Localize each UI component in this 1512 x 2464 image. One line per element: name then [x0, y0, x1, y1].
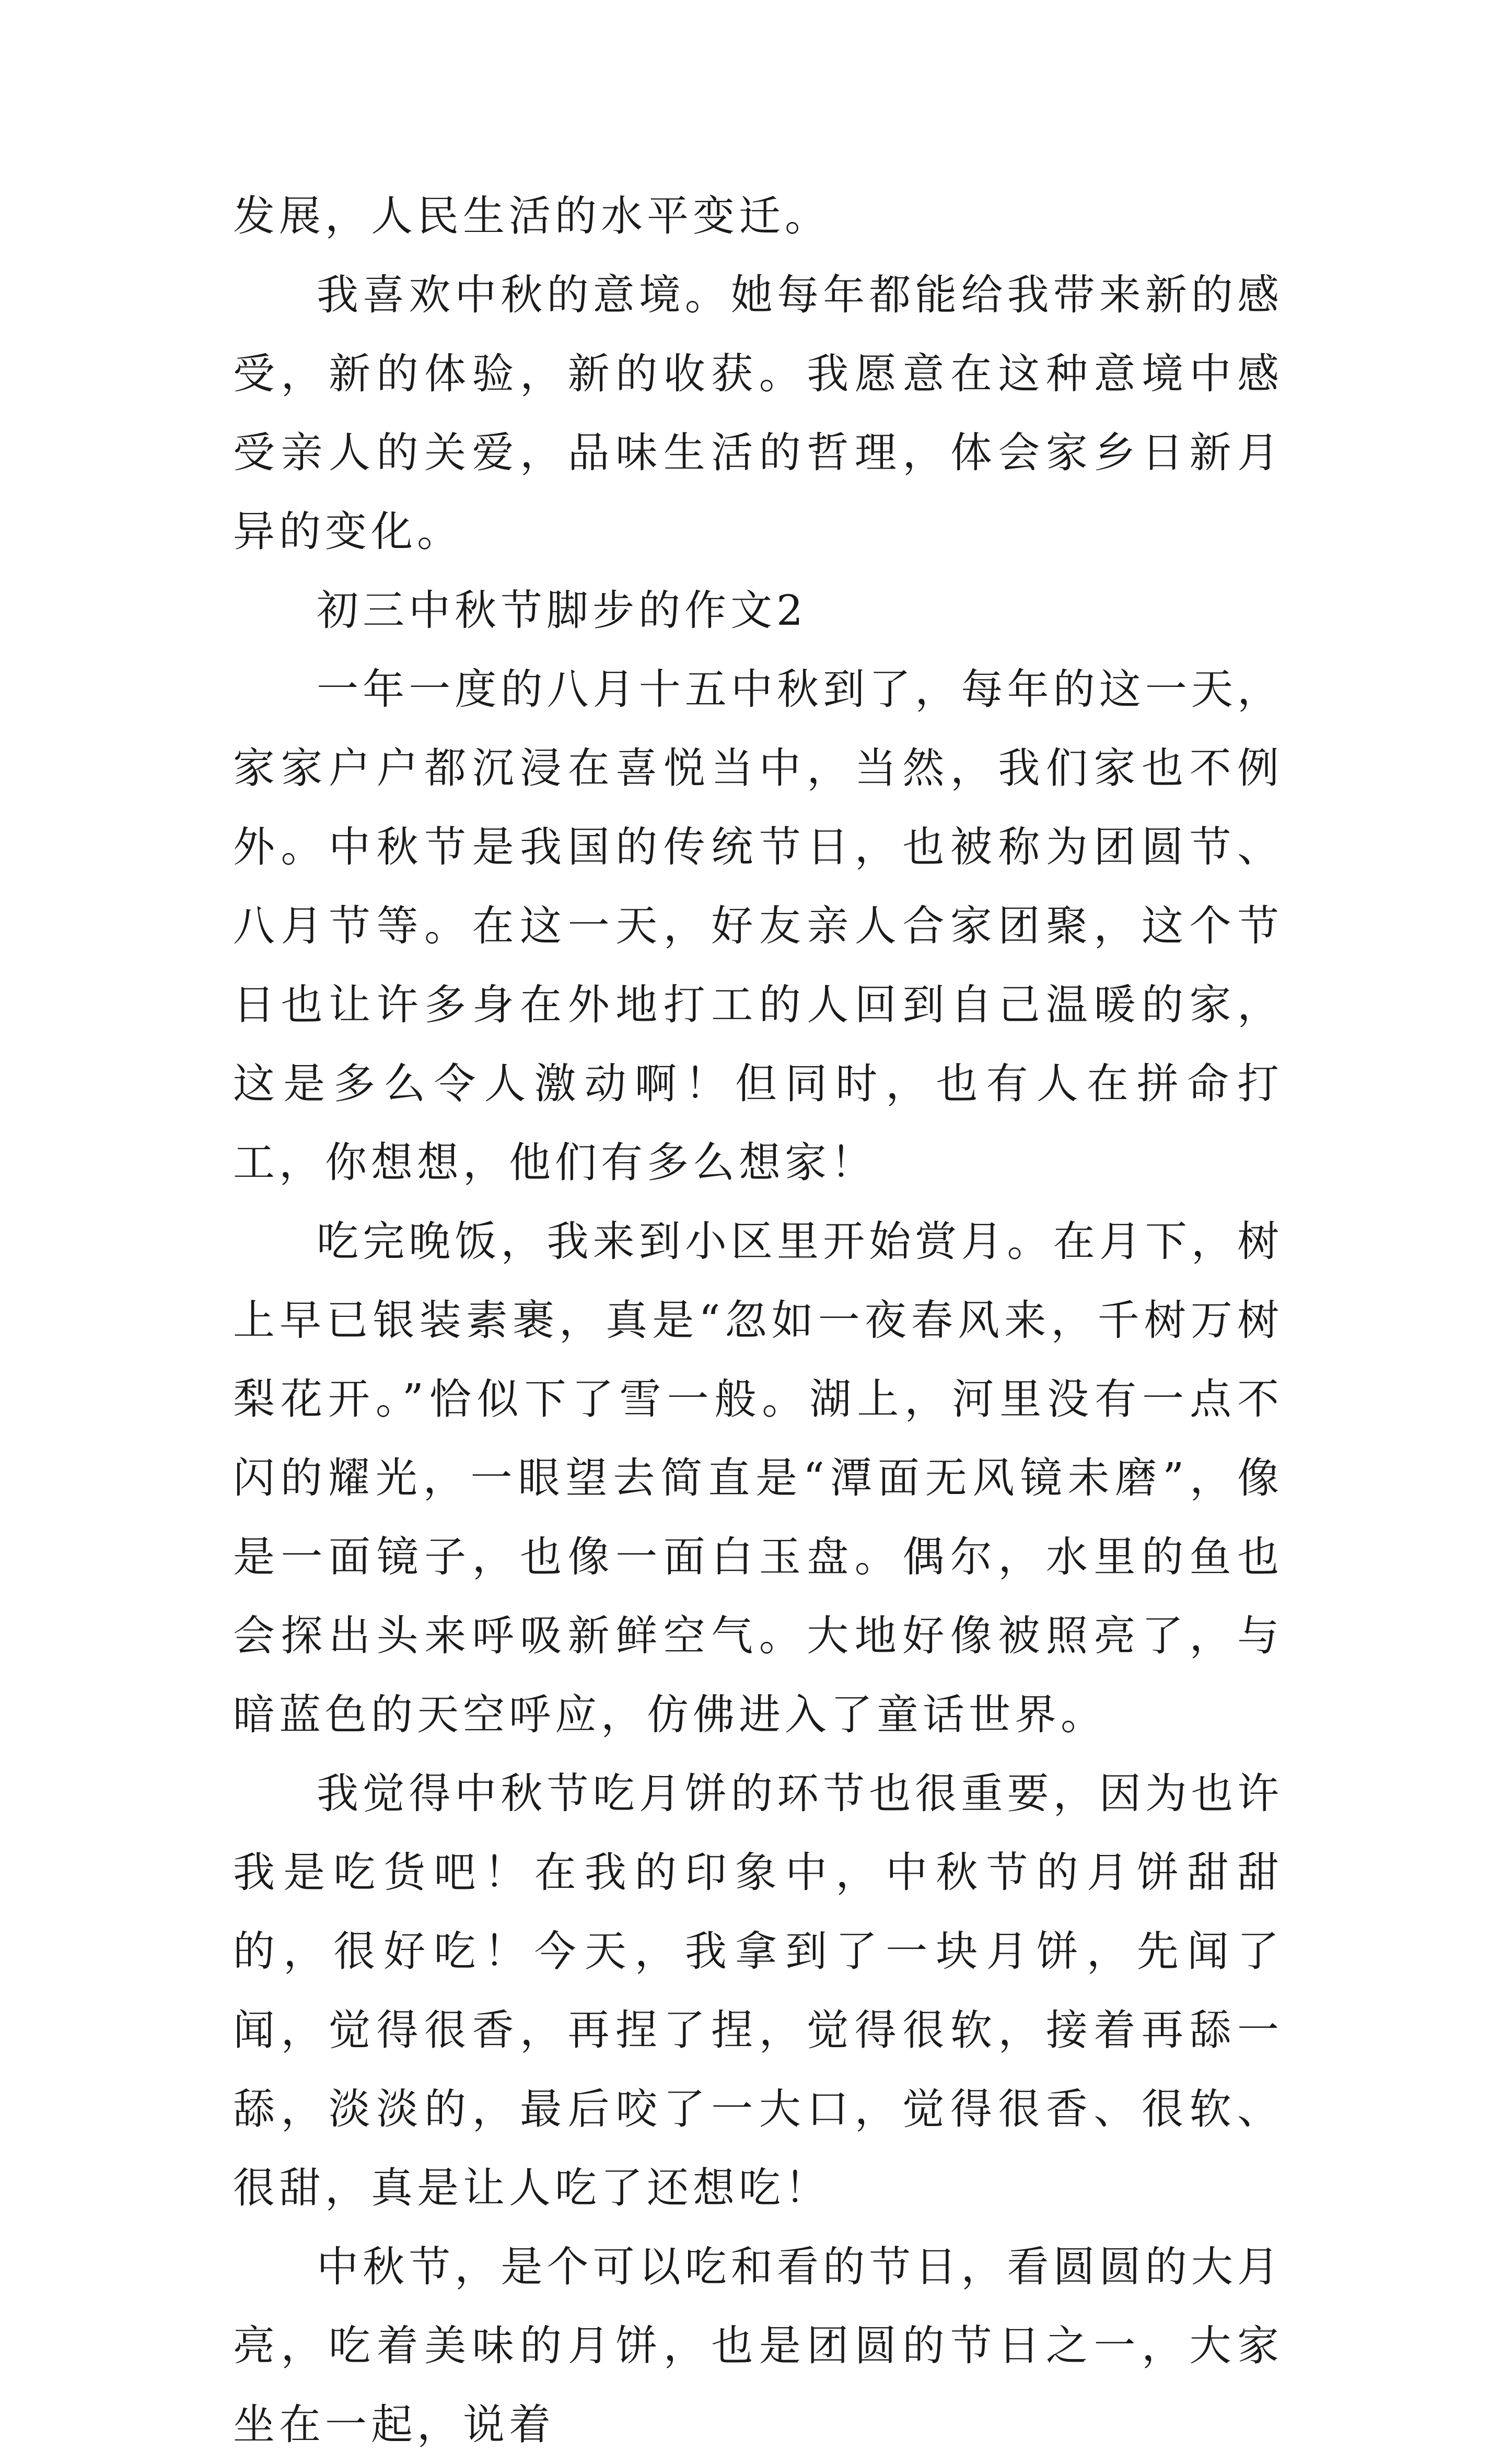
- essay-title: 初三中秋节脚步的作文2: [317, 586, 807, 635]
- paragraph: 中秋节，是个可以吃和看的节日，看圆圆的大月亮，吃着美味的月饼，也是团圆的节日之一，大家坐在一起，说着: [233, 2243, 1283, 2449]
- paragraph: 我觉得中秋节吃月饼的环节也很重要，因为也许我是吃货吧！在我的印象中，中秋节的月饼甜甜的，很好吃！今天，我拿到了一块月饼，先闻了闻，觉得很香，再捏了捏，觉得很软，接着再舔一舔，淡淡的，最后咬了一大口，觉得很香、很软、很甜，真是让人吃了还想吃！: [233, 1769, 1283, 2212]
- paragraph: 一年一度的八月十五中秋到了，每年的这一天，家家户户都沉浸在喜悦当中，当然，我们家也不例外。中秋节是我国的传统节日，也被称为团圆节、八月节等。在这一天，好友亲人合家团聚，这个节日也让许多身在外地打工的人回到自己温暖的家，这是多么令人激动啊！但同时，也有人在拼命打工，你想想，他们有多么想家！: [233, 665, 1283, 1187]
- document-body: [233, 177, 1283, 2464]
- paragraph-continuation: 发展，人民生活的水平变迁。: [233, 192, 831, 240]
- paragraph: 我喜欢中秋的意境。她每年都能给我带来新的感受，新的体验，新的收获。我愿意在这种意境中感受亲人的关爱，品味生活的哲理，体会家乡日新月异的变化。: [233, 271, 1283, 556]
- paragraph: 吃完晚饭，我来到小区里开始赏月。在月下，树上早已银装素裹，真是“忽如一夜春风来，千树万树梨花开。”恰似下了雪一般。湖上，河里没有一点不闪的耀光，一眼望去简直是“潭面无风镜未磨”，像是一面镜子，也像一面白玉盘。偶尔，水里的鱼也会探出头来呼吸新鲜空气。大地好像被照亮了，与暗蓝色的天空呼应，仿佛进入了童话世界。: [233, 1217, 1283, 1739]
